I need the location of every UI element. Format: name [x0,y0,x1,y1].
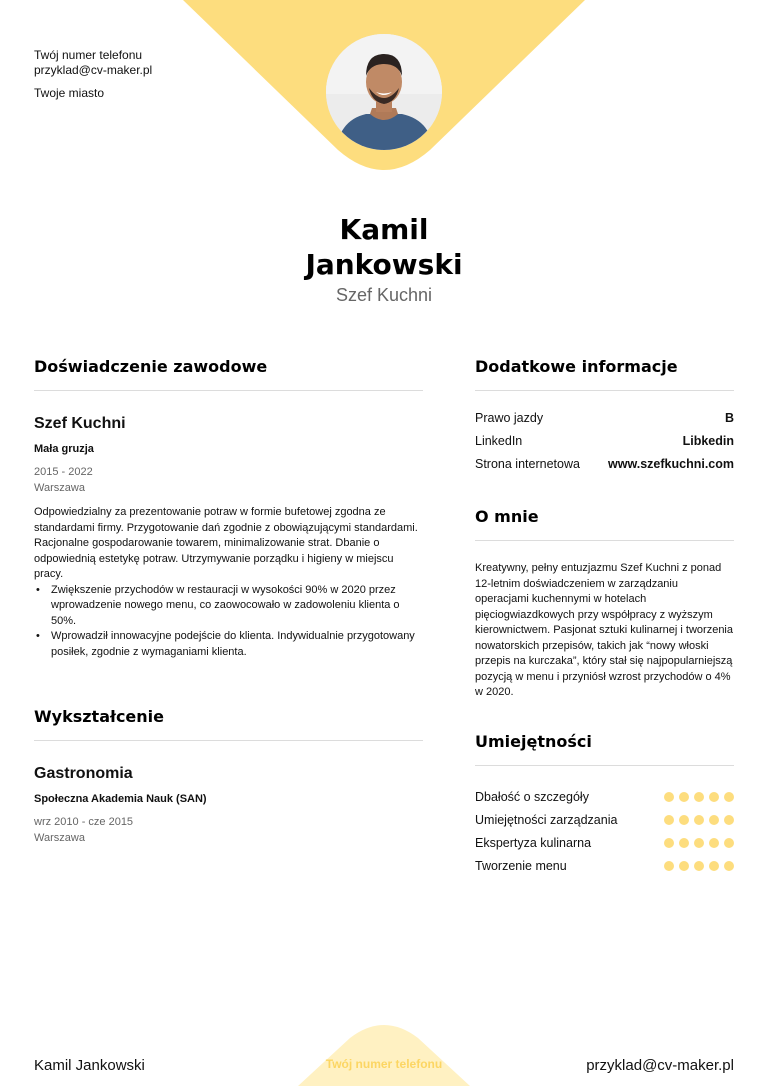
achievement-list [34,583,423,661]
rating-dot [724,838,734,848]
skill-rating [664,792,734,802]
skill-row [475,786,734,809]
rating-dot [694,861,704,871]
job-role: Szef Kuchni [335,285,433,305]
section-title: Dodatkowe informacje [475,357,678,376]
section-title: Umiejętności [475,731,592,751]
rating-dot [679,861,689,871]
school-name: Społeczna Akademia Nauk (SAN) [34,793,207,805]
contact-info [34,48,152,101]
info-row-website [475,453,734,476]
info-label: Prawo jazdy [475,411,544,425]
info-row-driving-license [475,407,734,430]
info-label: LinkedIn [475,434,523,448]
about-section [475,506,734,701]
rating-dot [679,792,689,802]
info-value: B [724,411,734,425]
skill-rating [664,838,734,848]
divider [34,740,423,741]
linkedin-link[interactable]: Libkedin [682,434,734,448]
list-item: • Wprowadził innowacyjne podejście do klienta. Indywidualnie przygotowany posiłek, zgodnie z wymaganiami klienta. [34,629,423,660]
footer-decoration [0,1020,768,1086]
section-title: O mnie [475,507,539,526]
right-column [475,356,734,878]
rating-dot [709,815,719,825]
footer-email: przyklad@cv-maker.pl [586,1057,734,1074]
section-title: Wykształcenie [34,707,164,726]
divider [475,540,734,541]
skill-rating [664,815,734,825]
divider [475,390,734,391]
skill-list [475,786,734,878]
city-text: Twoje miasto [34,86,105,100]
section-title: Doświadczenie zawodowe [34,357,268,376]
footer-name: Kamil Jankowski [34,1057,145,1074]
rating-dot [664,838,674,848]
rating-dot [694,815,704,825]
rating-dot [709,838,719,848]
first-name: Kamil [339,213,429,246]
rating-dot [664,815,674,825]
rating-dot [679,838,689,848]
info-list [475,407,734,476]
rating-dot [709,792,719,802]
footer [0,1020,768,1086]
info-label: Strona internetowa [475,457,580,471]
rating-dot [664,861,674,871]
rating-dot [679,815,689,825]
rating-dot [664,792,674,802]
degree-title: Gastronomia [34,765,133,782]
job-location: Warszawa [34,482,85,494]
info-row-linkedin [475,430,734,453]
rating-dot [724,861,734,871]
skill-rating [664,861,734,871]
skill-name: Dbałość o szczegóły [475,790,589,804]
skill-row [475,855,734,878]
additional-info-section [475,356,734,476]
rating-dot [694,792,704,802]
skill-row [475,809,734,832]
divider [34,390,423,391]
experience-section [34,356,423,660]
rating-dot [724,815,734,825]
skills-section [475,731,734,878]
job-description: Odpowiedzialny za prezentowanie potraw w formie bufetowej zgodna ze standardami firmy. Przygotowanie dań zgodnie z obowiązującymi standardami. Racjonalne gospodarowanie towarem, minimalizowanie strat. Dbanie o odpowiednią estetykę potraw. Utrzymywanie porządku i higieny w miejscu pracy. [34,506,418,580]
left-column [34,356,423,846]
skill-name: Ekspertyza kulinarna [475,836,592,850]
footer-phone: Twój numer telefonu [325,1057,443,1071]
profile-photo [326,34,442,150]
skill-name: Umiejętności zarządzania [475,813,618,827]
job-title: Szef Kuchni [34,415,126,432]
rating-dot [724,792,734,802]
rating-dot [709,861,719,871]
list-item: • Zwiększenie przychodów w restauracji w wysokości 90% w 2020 przez wprowadzenie nowego menu, co zaowocowało w zadowoleniu klienta o 50%. [34,583,423,630]
website-link[interactable]: www.szefkuchni.com [608,457,734,471]
job-dates: 2015 - 2022 [34,466,93,478]
education-location: Warszawa [34,832,85,844]
company-name: Mała gruzja [34,443,94,455]
education-section [34,706,423,846]
skill-name: Tworzenie menu [475,859,567,873]
education-dates: wrz 2010 - cze 2015 [34,816,134,828]
phone-text: Twój numer telefonu [34,48,143,62]
email-text: przyklad@cv-maker.pl [34,63,153,77]
rating-dot [694,838,704,848]
skill-row [475,832,734,855]
last-name: Jankowski [305,248,463,281]
about-text: Kreatywny, pełny entuzjazmu Szef Kuchni z ponad 12-letnim doświadczeniem w zarządzaniu operacjami kuchennymi w hotelach pięciogwiazdkowych przy współpracy z wyższym kierownictwem. Pasjonat sztuki kulinarnej i tworzenia nowatorskich przepisów, takich jak “nowy włoski przepis na kurczaka”, który stał się najpopularniejszą pozycją w menu i przyniósł wzrost przychodów o 4% w 2020. [475,562,733,698]
divider [475,765,734,766]
name-block [0,212,768,306]
